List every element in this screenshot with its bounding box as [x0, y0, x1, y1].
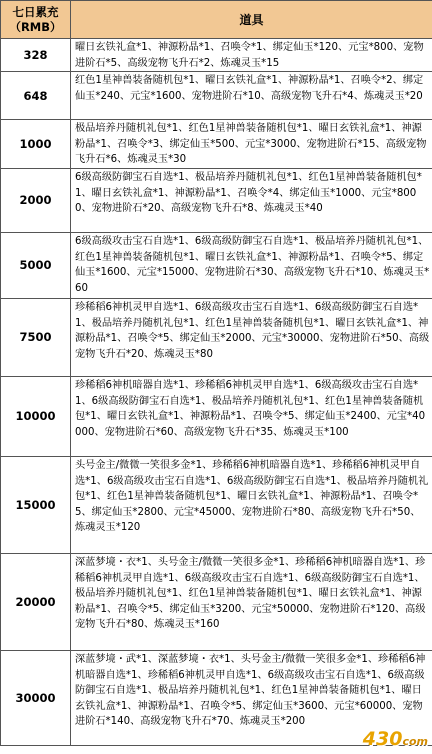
row-amount: 10000 [1, 376, 71, 456]
table-row [1, 298, 432, 376]
row-amount: 15000 [1, 456, 71, 553]
row-amount: 7500 [1, 298, 71, 376]
row-items: 珍稀稻6神机暗器自选*1、珍稀稻6神机灵甲自选*1、6级高级攻击宝石自选*1、6级高级防御宝石自选*1、极品培养丹随机礼包*1、红色1星神兽装备随机包*1、曜日玄铁礼盒*1、神源粉晶*1、召唤令*5、绑定仙玉*2400、元宝*40000、宠物进阶石*60、高级宠物飞升石*35、炼魂灵玉*100 [71, 376, 432, 456]
amount-header-line1: 七日累充 [12, 4, 59, 19]
items-column-header: 道具 [71, 1, 432, 39]
site-watermark-logo [363, 728, 428, 750]
watermark-text: 430 [362, 728, 403, 750]
row-amount: 648 [1, 72, 71, 120]
row-amount: 20000 [1, 553, 71, 650]
row-items: 珍稀稻6神机灵甲自选*1、6级高级攻击宝石自选*1、6级高级防御宝石自选*1、极品培养丹随机礼包*1、红色1星神兽装备随机包*1、曜日玄铁礼盒*1、神源粉晶*1、召唤令*5、绑定仙玉*2000、元宝*30000、宠物进阶石*50、高级宠物飞升石*20、炼魂灵玉*80 [71, 298, 432, 376]
row-items: 极品培养丹随机礼包*1、红色1星神兽装备随机包*1、曜日玄铁礼盒*1、神源粉晶*1、召唤令*3、绑定仙玉*500、元宝*3000、宠物进阶石*15、高级宠物飞升石*6、炼魂灵玉*30 [71, 120, 432, 169]
table-row [1, 120, 432, 169]
table-header-row [1, 1, 432, 39]
row-amount: 2000 [1, 168, 71, 232]
watermark-suffix: com [402, 735, 428, 748]
row-items: 头号金主/微微一笑很多金*1、珍稀稻6神机暗器自选*1、珍稀稻6神机灵甲自选*1、6级高级攻击宝石自选*1、6级高级防御宝石自选*1、极品培养丹随机礼包*1、红色1星神兽装备随机包*1、曜日玄铁礼盒*1、神源粉晶*1、召唤令*5、绑定仙玉*2800、元宝*45000、宠物进阶石*80、高级宠物飞升石*50、炼魂灵玉*120 [71, 456, 432, 553]
table-row [1, 232, 432, 298]
amount-column-header [1, 1, 71, 39]
amount-header-line2: （RMB） [9, 19, 62, 34]
table-row [1, 456, 432, 553]
table-row [1, 72, 432, 120]
row-amount: 5000 [1, 232, 71, 298]
row-items: 深蓝梦境・衣*1、头号金主/微微一笑很多金*1、珍稀稻6神机暗器自选*1、珍稀稻6神机灵甲自选*1、6级高级攻击宝石自选*1、6级高级防御宝石自选*1、极品培养丹随机礼包*1、红色1星神兽装备随机包*1、曜日玄铁礼盒*1、神源粉晶*1、召唤令*5、绑定仙玉*3200、元宝*50000、宠物进阶石*120、高级宠物飞升石*80、炼魂灵玉*160 [71, 553, 432, 650]
row-items: 曜日玄铁礼盒*1、神源粉晶*1、召唤令*1、绑定仙玉*120、元宝*800、宠物进阶石*5、高级宠物飞升石*2、炼魂灵玉*15 [71, 39, 432, 72]
row-amount: 1000 [1, 120, 71, 169]
table-row [1, 553, 432, 650]
row-amount: 30000 [1, 650, 71, 745]
table-row [1, 39, 432, 72]
row-items: 深蓝梦境・武*1、深蓝梦境・衣*1、头号金主/微微一笑很多金*1、珍稀稻6神机暗器自选*1、珍稀稻6神机灵甲自选*1、6级高级攻击宝石自选*1、6级高级防御宝石自选*1、极品培养丹随机礼包*1、红色1星神兽装备随机包*1、曜日玄铁礼盒*1、神源粉晶*1、召唤令*5、绑定仙玉*3600、元宝*60000、宠物进阶石*140、高级宠物飞升石*70、炼魂灵玉*200 [71, 650, 432, 745]
table-row [1, 168, 432, 232]
row-items: 6级高级攻击宝石自选*1、6级高级防御宝石自选*1、极品培养丹随机礼包*1、红色1星神兽装备随机包*1、曜日玄铁礼盒*1、神源粉晶*1、召唤令*5、绑定仙玉*1600、元宝*15000、宠物进阶石*30、高级宠物飞升石*10、炼魂灵玉*60 [71, 232, 432, 298]
row-amount: 328 [1, 39, 71, 72]
table-row [1, 376, 432, 456]
row-items: 红色1星神兽装备随机包*1、曜日玄铁礼盒*1、神源粉晶*1、召唤令*2、绑定仙玉*240、元宝*1600、宠物进阶石*10、高级宠物飞升石*4、炼魂灵玉*20 [71, 72, 432, 120]
row-items: 6级高级防御宝石自选*1、极品培养丹随机礼包*1、红色1星神兽装备随机包*1、曜日玄铁礼盒*1、神源粉晶*1、召唤令*4、绑定仙玉*1000、元宝*8000、宠物进阶石*20、高级宠物飞升石*8、炼魂灵玉*40 [71, 168, 432, 232]
